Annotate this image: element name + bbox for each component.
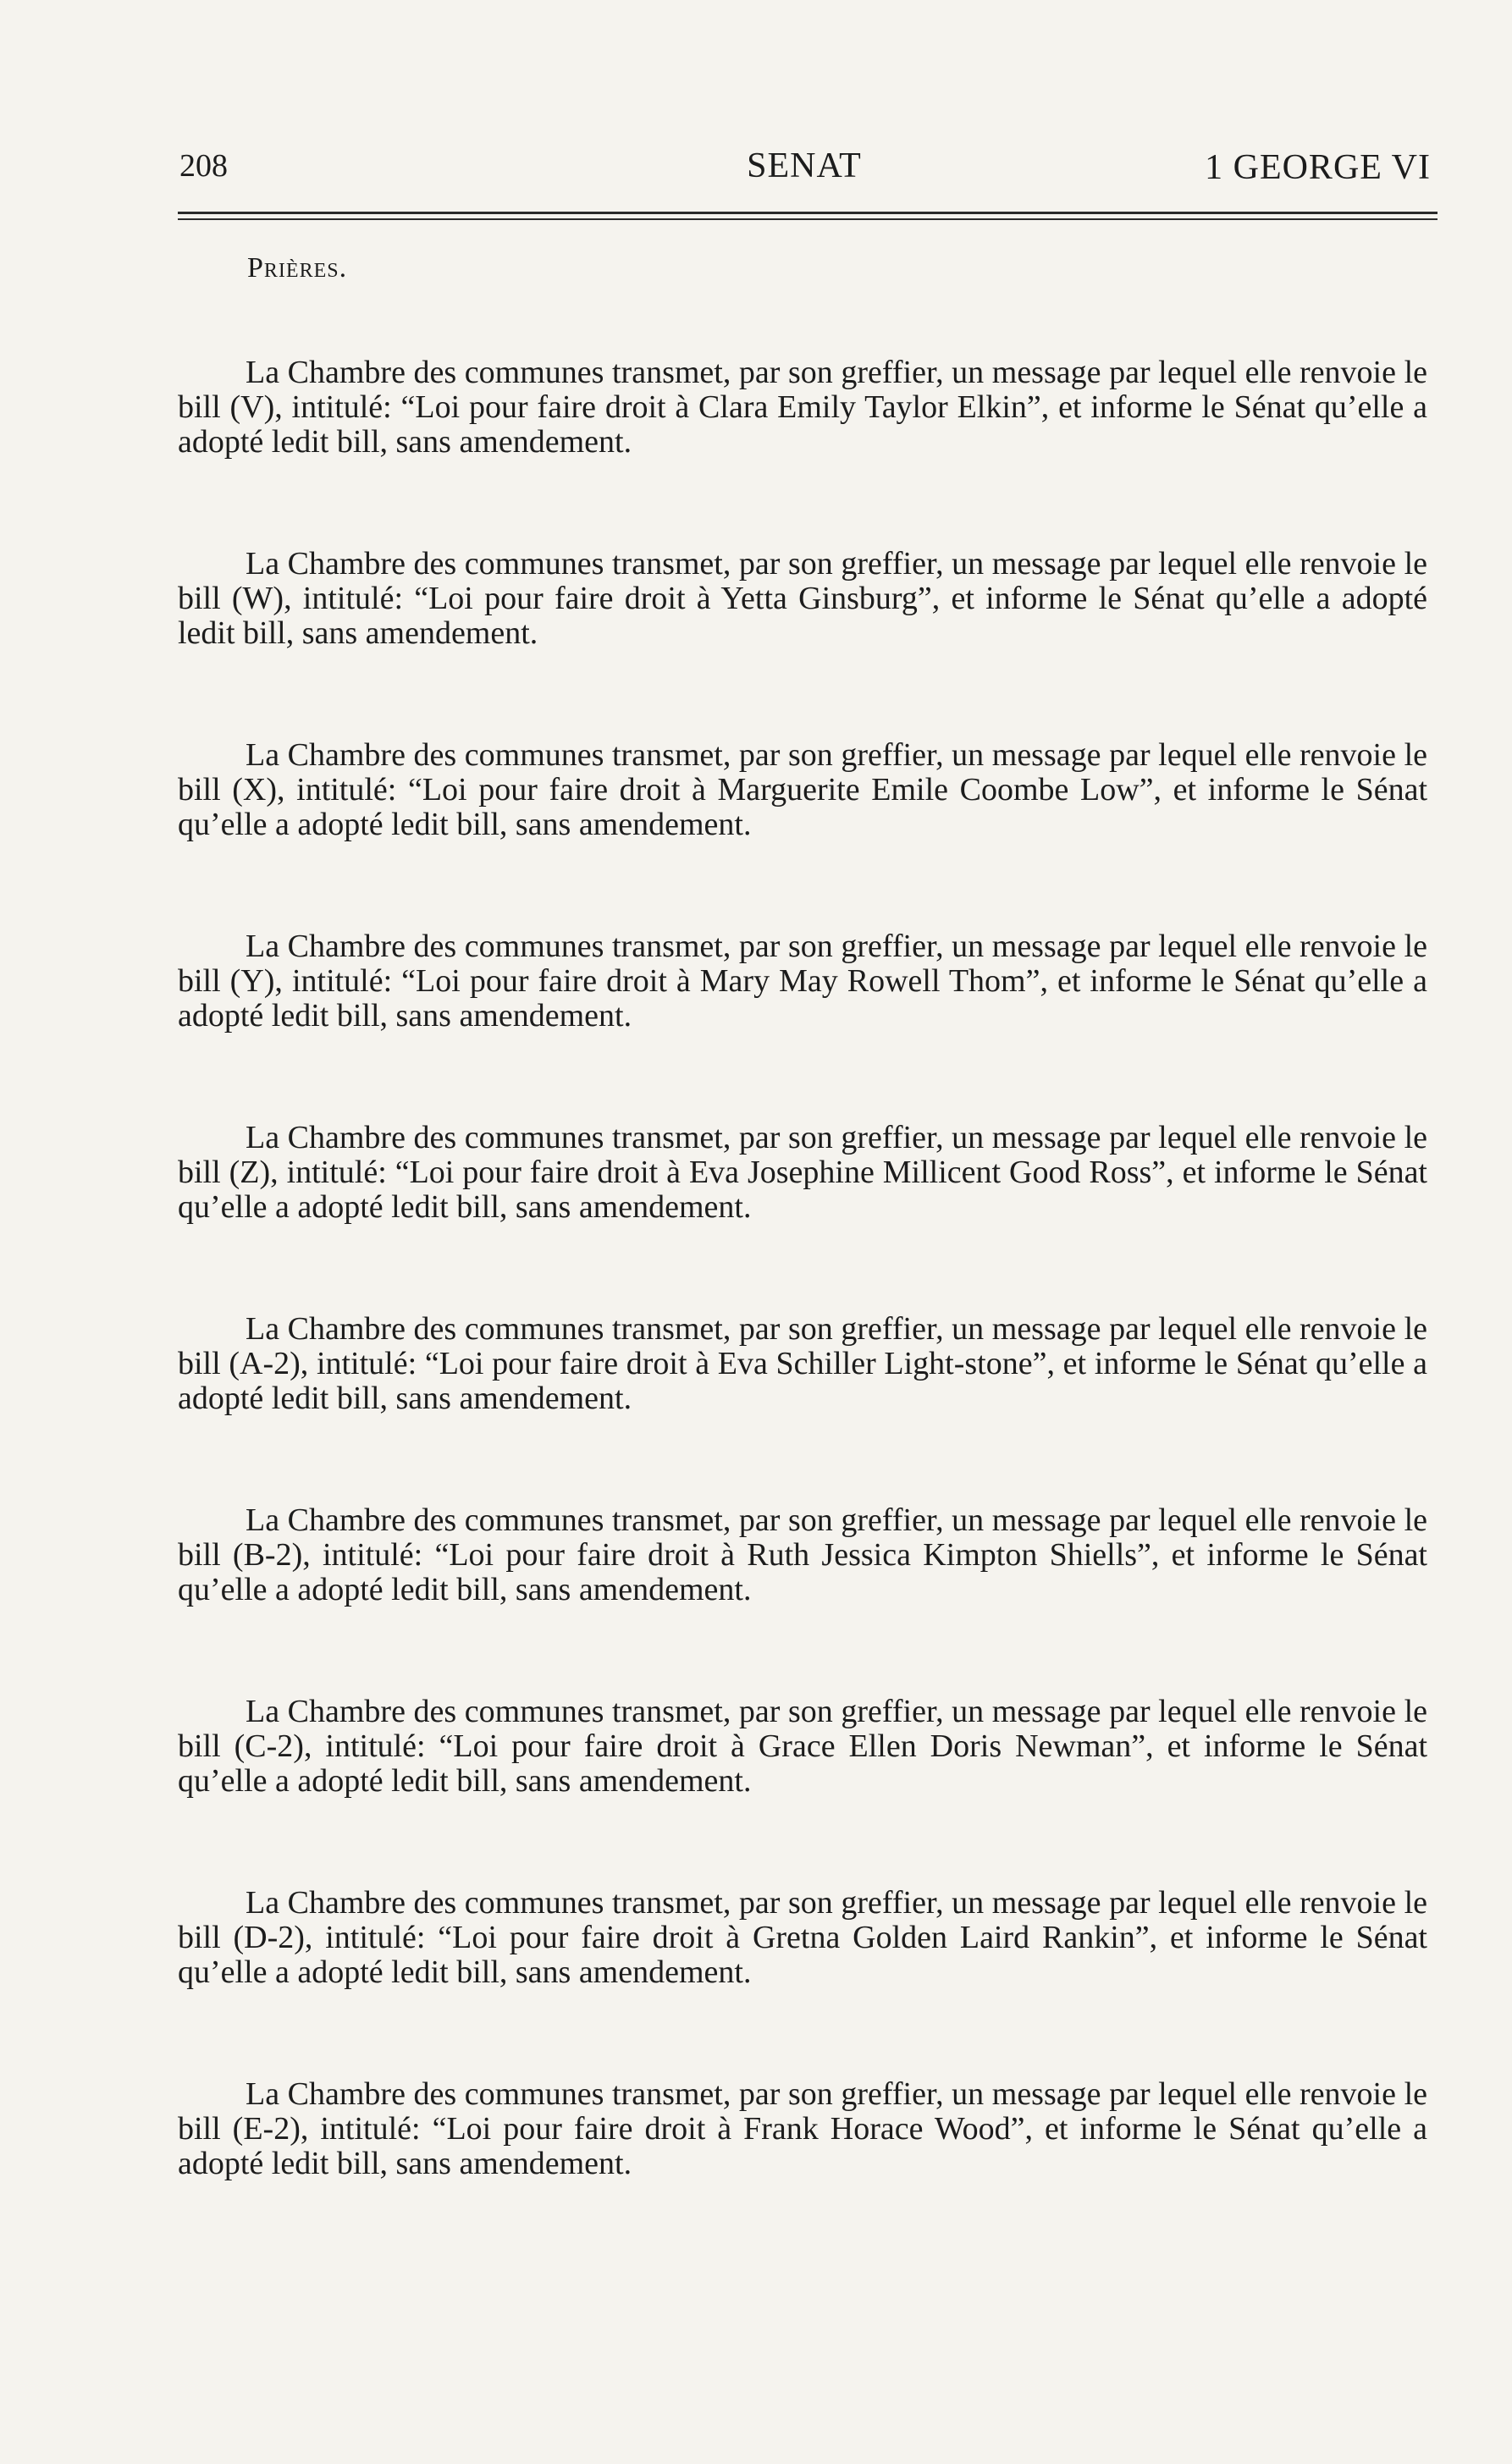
message-paragraph: La Chambre des communes transmet, par son greffier, un message par lequel elle renvoie le bill (V), intitulé: “Loi pour faire droit à Clara Emily Taylor Elkin”, et informe le Sénat qu’elle a adopté ledit bill, sans amendement. (178, 355, 1427, 460)
message-paragraph: La Chambre des communes transmet, par son greffier, un message par lequel elle renvoie le bill (A-2), intitulé: “Loi pour faire droit à Eva Schiller Light-stone”, et informe le Sénat qu’elle a adopté ledit bill, sans amendement. (178, 1311, 1427, 1416)
message-paragraph: La Chambre des communes transmet, par son greffier, un message par lequel elle renvoie le bill (D-2), intitulé: “Loi pour faire droit à Gretna Golden Laird Rankin”, et informe le Sénat qu’elle a adopté ledit bill, sans amendement. (178, 1885, 1427, 1990)
page-number: 208 (179, 148, 228, 184)
running-title: SENAT (747, 146, 862, 185)
header-rule-thin (178, 218, 1438, 220)
message-paragraph: La Chambre des communes transmet, par son greffier, un message par lequel elle renvoie le bill (W), intitulé: “Loi pour faire droit à Yetta Ginsburg”, et informe le Sénat qu’elle a adopté ledit bill, sans amendement. (178, 546, 1427, 651)
message-paragraph: La Chambre des communes transmet, par son greffier, un message par lequel elle renvoie le bill (B-2), intitulé: “Loi pour faire droit à Ruth Jessica Kimpton Shiells”, et informe le Sénat qu’elle a adopté ledit bill, sans amendement. (178, 1502, 1427, 1607)
page-header (178, 142, 1431, 193)
message-paragraph: La Chambre des communes transmet, par son greffier, un message par lequel elle renvoie le bill (C-2), intitulé: “Loi pour faire droit à Grace Ellen Doris Newman”, et informe le Sénat qu’elle a adopté ledit bill, sans amendement. (178, 1694, 1427, 1799)
message-paragraph: La Chambre des communes transmet, par son greffier, un message par lequel elle renvoie le bill (E-2), intitulé: “Loi pour faire droit à Frank Horace Wood”, et informe le Sénat qu’elle a adopté ledit bill, sans amendement. (178, 2076, 1427, 2181)
section-title: Prières. (247, 252, 348, 284)
message-paragraph: La Chambre des communes transmet, par son greffier, un message par lequel elle renvoie le bill (Y), intitulé: “Loi pour faire droit à Mary May Rowell Thom”, et informe le Sénat qu’elle a adopté ledit bill, sans amendement. (178, 929, 1427, 1034)
reign-title: 1 GEORGE VI (1205, 148, 1431, 187)
header-rule-thick (178, 212, 1438, 214)
message-paragraph: La Chambre des communes transmet, par son greffier, un message par lequel elle renvoie le bill (X), intitulé: “Loi pour faire droit à Marguerite Emile Coombe Low”, et informe le Sénat qu’elle a adopté ledit bill, sans amendement. (178, 737, 1427, 842)
message-paragraph: La Chambre des communes transmet, par son greffier, un message par lequel elle renvoie le bill (Z), intitulé: “Loi pour faire droit à Eva Josephine Millicent Good Ross”, et informe le Sénat qu’elle a adopté ledit bill, sans amendement. (178, 1120, 1427, 1225)
